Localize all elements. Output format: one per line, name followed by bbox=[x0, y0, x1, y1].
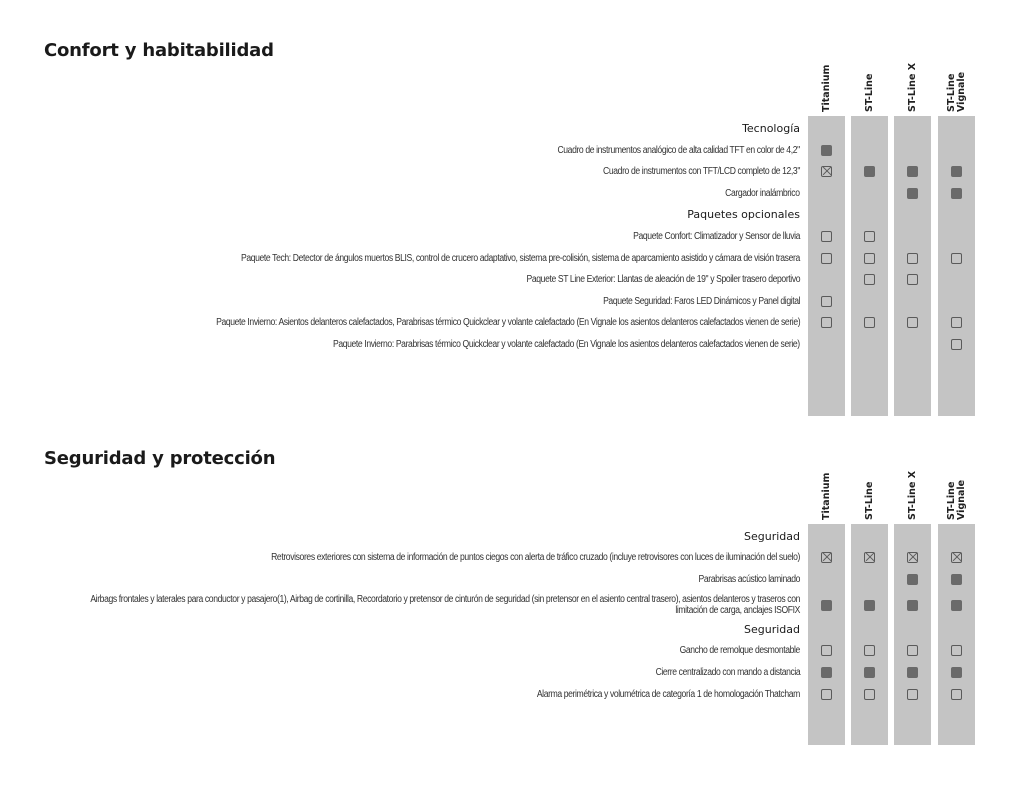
availability-cell bbox=[938, 568, 975, 590]
column-header-label: Titanium bbox=[820, 64, 832, 112]
standard-filled-square-icon bbox=[951, 188, 962, 199]
standard-filled-square-icon bbox=[907, 188, 918, 199]
crossed-square-icon bbox=[821, 552, 832, 563]
optional-empty-square-icon bbox=[907, 689, 918, 700]
feature-row bbox=[0, 568, 1020, 590]
subsection-label: Tecnología bbox=[742, 121, 800, 135]
feature-row bbox=[0, 160, 1020, 182]
availability-cell bbox=[808, 247, 845, 269]
feature-row bbox=[0, 268, 1020, 290]
optional-empty-square-icon bbox=[864, 231, 875, 242]
feature-row bbox=[0, 182, 1020, 204]
crossed-square-icon bbox=[864, 552, 875, 563]
optional-empty-square-icon bbox=[821, 253, 832, 264]
feature-row bbox=[0, 333, 1020, 355]
availability-cell bbox=[808, 568, 845, 590]
column-header-label: ST-Line Vignale bbox=[945, 71, 967, 112]
optional-empty-square-icon bbox=[951, 253, 962, 264]
optional-empty-square-icon bbox=[864, 645, 875, 656]
availability-cell bbox=[808, 661, 845, 683]
feature-row bbox=[0, 290, 1020, 312]
optional-empty-square-icon bbox=[821, 317, 832, 328]
standard-filled-square-icon bbox=[907, 166, 918, 177]
availability-cell bbox=[894, 290, 931, 312]
optional-empty-square-icon bbox=[864, 274, 875, 285]
column-header bbox=[894, 470, 931, 520]
optional-empty-square-icon bbox=[907, 645, 918, 656]
availability-cell bbox=[938, 247, 975, 269]
availability-cell bbox=[851, 546, 888, 568]
crossed-square-icon bbox=[821, 166, 832, 177]
column-header bbox=[851, 470, 888, 520]
column-header-label: ST-Line bbox=[863, 481, 875, 520]
availability-cell bbox=[808, 139, 845, 161]
standard-filled-square-icon bbox=[951, 574, 962, 585]
column-header-label: Titanium bbox=[820, 472, 832, 520]
availability-cell bbox=[851, 639, 888, 661]
standard-filled-square-icon bbox=[821, 600, 832, 611]
feature-label: Gancho de remolque desmontable bbox=[679, 644, 800, 656]
standard-filled-square-icon bbox=[864, 600, 875, 611]
optional-empty-square-icon bbox=[951, 645, 962, 656]
availability-cell bbox=[808, 683, 845, 705]
optional-empty-square-icon bbox=[821, 231, 832, 242]
feature-row bbox=[0, 247, 1020, 269]
optional-empty-square-icon bbox=[864, 689, 875, 700]
subsection-heading bbox=[0, 525, 1020, 547]
standard-filled-square-icon bbox=[864, 166, 875, 177]
availability-cell bbox=[851, 225, 888, 247]
availability-cell bbox=[851, 311, 888, 333]
feature-label: Cuadro de instrumentos analógico de alta calidad TFT en color de 4,2" bbox=[557, 144, 800, 156]
column-header-label: ST-Line X bbox=[906, 470, 918, 520]
section-title: Confort y habitabilidad bbox=[44, 40, 274, 61]
feature-row bbox=[0, 546, 1020, 568]
availability-cell bbox=[808, 160, 845, 182]
feature-label: Paquete Invierno: Parabrisas térmico Quickclear y volante calefactado (En Vignale los asientos delanteros calefactados vienen de serie) bbox=[333, 338, 800, 350]
feature-row bbox=[0, 639, 1020, 661]
availability-cell bbox=[894, 592, 931, 618]
availability-cell bbox=[851, 683, 888, 705]
availability-cell bbox=[938, 592, 975, 618]
availability-cell bbox=[938, 290, 975, 312]
standard-filled-square-icon bbox=[864, 667, 875, 678]
feature-label: Paquete ST Line Exterior: Llantas de aleación de 19" y Spoiler trasero deportivo bbox=[526, 273, 800, 285]
column-header-label: ST-Line Vignale bbox=[945, 479, 967, 520]
availability-cell bbox=[894, 333, 931, 355]
availability-cell bbox=[851, 661, 888, 683]
subsection-label: Paquetes opcionales bbox=[687, 207, 800, 221]
standard-filled-square-icon bbox=[951, 600, 962, 611]
feature-row bbox=[0, 139, 1020, 161]
availability-cell bbox=[894, 139, 931, 161]
availability-cell bbox=[894, 661, 931, 683]
optional-empty-square-icon bbox=[864, 253, 875, 264]
standard-filled-square-icon bbox=[951, 166, 962, 177]
column-header-label: ST-Line bbox=[863, 73, 875, 112]
standard-filled-square-icon bbox=[907, 574, 918, 585]
standard-filled-square-icon bbox=[821, 145, 832, 156]
availability-cell bbox=[894, 311, 931, 333]
feature-label: Paquete Tech: Detector de ángulos muertos BLIS, control de crucero adaptativo, sistema pre-colisión, sistema de aparcamiento asistido y cámara de visión trasera bbox=[241, 252, 800, 264]
feature-label: Cierre centralizado con mando a distancia bbox=[655, 666, 800, 678]
optional-empty-square-icon bbox=[821, 645, 832, 656]
optional-empty-square-icon bbox=[907, 317, 918, 328]
feature-row bbox=[0, 311, 1020, 333]
availability-cell bbox=[894, 268, 931, 290]
crossed-square-icon bbox=[951, 552, 962, 563]
availability-cell bbox=[894, 247, 931, 269]
feature-row bbox=[0, 661, 1020, 683]
availability-cell bbox=[808, 333, 845, 355]
availability-cell bbox=[938, 182, 975, 204]
optional-empty-square-icon bbox=[951, 689, 962, 700]
optional-empty-square-icon bbox=[821, 296, 832, 307]
standard-filled-square-icon bbox=[907, 600, 918, 611]
availability-cell bbox=[894, 160, 931, 182]
column-header bbox=[808, 470, 845, 520]
availability-cell bbox=[851, 160, 888, 182]
optional-empty-square-icon bbox=[951, 339, 962, 350]
availability-cell bbox=[894, 568, 931, 590]
standard-filled-square-icon bbox=[821, 667, 832, 678]
section-title: Seguridad y protección bbox=[44, 448, 276, 469]
availability-cell bbox=[938, 311, 975, 333]
feature-label: Paquete Seguridad: Faros LED Dinámicos y Panel digital bbox=[602, 295, 800, 307]
subsection-heading bbox=[0, 203, 1020, 225]
column-header bbox=[938, 62, 975, 112]
optional-empty-square-icon bbox=[951, 317, 962, 328]
availability-cell bbox=[938, 139, 975, 161]
availability-cell bbox=[851, 247, 888, 269]
optional-empty-square-icon bbox=[907, 253, 918, 264]
feature-label: Cuadro de instrumentos con TFT/LCD completo de 12,3" bbox=[603, 165, 800, 177]
availability-cell bbox=[851, 568, 888, 590]
subsection-label: Seguridad bbox=[744, 529, 800, 543]
availability-cell bbox=[894, 225, 931, 247]
feature-label: Cargador inalámbrico bbox=[725, 187, 800, 199]
optional-empty-square-icon bbox=[907, 274, 918, 285]
column-header bbox=[851, 62, 888, 112]
column-header-label: ST-Line X bbox=[906, 62, 918, 112]
subsection-label: Seguridad bbox=[744, 622, 800, 636]
availability-cell bbox=[851, 333, 888, 355]
availability-cell bbox=[808, 546, 845, 568]
availability-cell bbox=[851, 139, 888, 161]
availability-cell bbox=[938, 225, 975, 247]
availability-cell bbox=[851, 592, 888, 618]
availability-cell bbox=[938, 683, 975, 705]
feature-label: Paquete Invierno: Asientos delanteros calefactados, Parabrisas térmico Quickclear y volante calefactado (En Vignale los asientos delanteros calefactados vienen de serie) bbox=[215, 316, 800, 328]
availability-cell bbox=[808, 182, 845, 204]
feature-label: Retrovisores exteriores con sistema de información de puntos ciegos con alerta de tráfico cruzado (incluye retrovisores con luces de iluminación del suelo) bbox=[271, 551, 800, 563]
availability-cell bbox=[808, 225, 845, 247]
availability-cell bbox=[894, 182, 931, 204]
availability-cell bbox=[851, 182, 888, 204]
subsection-heading bbox=[0, 117, 1020, 139]
feature-label: Paquete Confort: Climatizador y Sensor de lluvia bbox=[633, 230, 800, 242]
feature-row bbox=[0, 683, 1020, 705]
standard-filled-square-icon bbox=[907, 667, 918, 678]
availability-cell bbox=[808, 311, 845, 333]
column-header bbox=[938, 470, 975, 520]
column-header bbox=[808, 62, 845, 112]
feature-label: Parabrisas acústico laminado bbox=[698, 573, 800, 585]
availability-cell bbox=[938, 268, 975, 290]
availability-cell bbox=[938, 639, 975, 661]
availability-cell bbox=[851, 268, 888, 290]
feature-row bbox=[0, 592, 1020, 618]
feature-label: Airbags frontales y laterales para conductor y pasajero(1), Airbag de cortinilla, Recordatorio y pretensor de cinturón de seguridad (sin pretensor en el asiento central trasero), asientos delanteros y traseros con limitación de carga, anclajes ISOFIX bbox=[90, 594, 801, 616]
availability-cell bbox=[808, 268, 845, 290]
optional-empty-square-icon bbox=[821, 689, 832, 700]
optional-empty-square-icon bbox=[864, 317, 875, 328]
availability-cell bbox=[894, 639, 931, 661]
standard-filled-square-icon bbox=[951, 667, 962, 678]
availability-cell bbox=[894, 683, 931, 705]
availability-cell bbox=[938, 546, 975, 568]
feature-row bbox=[0, 225, 1020, 247]
availability-cell bbox=[851, 290, 888, 312]
availability-cell bbox=[808, 639, 845, 661]
subsection-heading bbox=[0, 618, 1020, 640]
availability-cell bbox=[938, 333, 975, 355]
column-header bbox=[894, 62, 931, 112]
availability-cell bbox=[808, 290, 845, 312]
availability-cell bbox=[894, 546, 931, 568]
availability-cell bbox=[938, 160, 975, 182]
feature-label: Alarma perimétrica y volumétrica de categoría 1 de homologación Thatcham bbox=[536, 688, 800, 700]
availability-cell bbox=[808, 592, 845, 618]
crossed-square-icon bbox=[907, 552, 918, 563]
availability-cell bbox=[938, 661, 975, 683]
